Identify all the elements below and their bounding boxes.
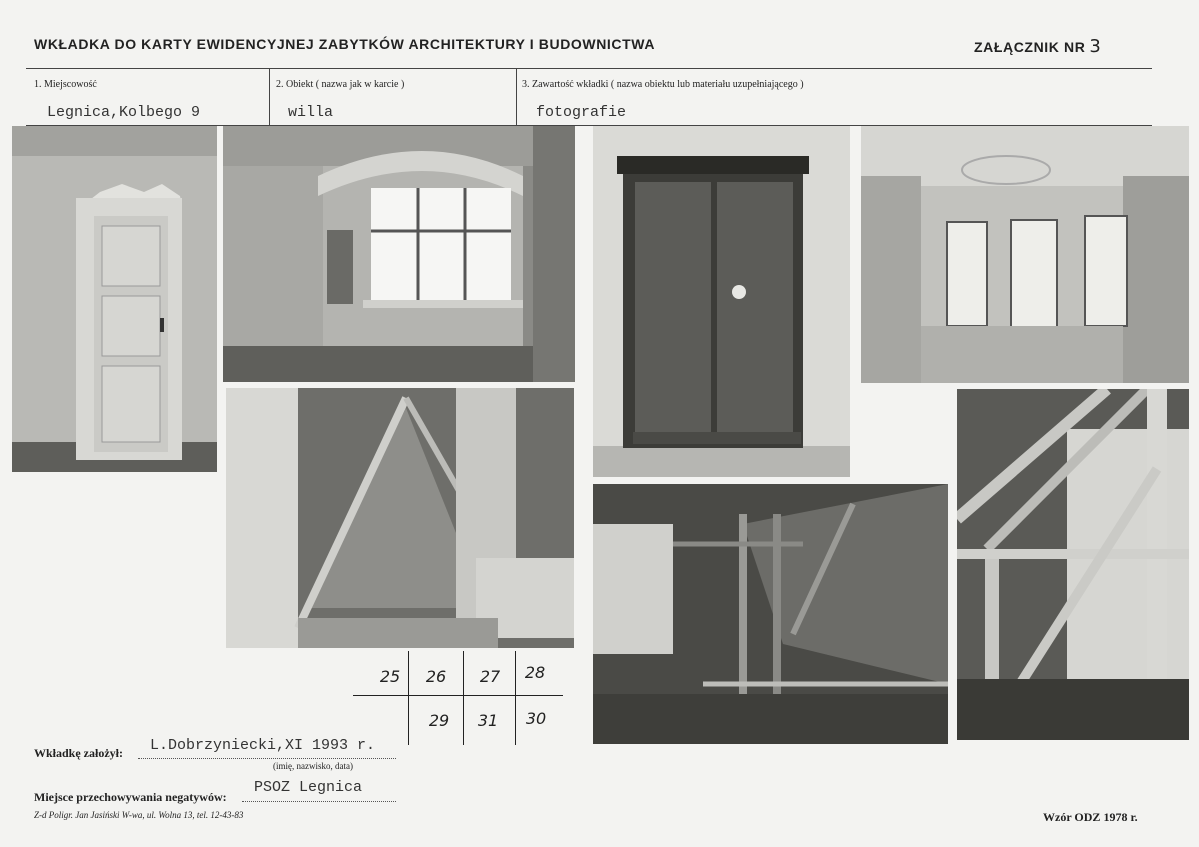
created-by-value: L.Dobrzyniecki,XI 1993 r. [150,737,376,754]
attachment-number: 3 [1089,36,1102,57]
attachment-label [974,36,1101,57]
negatives-value: PSOZ Legnica [254,779,363,796]
page-title: WKŁADKA DO KARTY EWIDENCYJNEJ ZABYTKÓW ARCHITEKTURY I BUDOWNICTWA [34,36,656,52]
photo-number: 26 [425,667,447,686]
photo-bay-window [861,126,1189,383]
photo-attic-gable [226,388,574,648]
field-divider-2 [516,68,517,126]
photo-room-window [223,126,575,382]
photo-door [12,126,217,472]
photo-cabinet [593,126,850,477]
created-by-label: Wkładkę założył: [34,746,123,760]
photo-number-grid [353,651,563,745]
negatives-line [242,801,396,802]
photo-number: 29 [428,711,450,730]
photo-number: 27 [479,667,501,686]
locality-label: 1. Miejscowość [34,79,97,90]
contents-value: fotografie [536,104,627,121]
created-by-hint: (imię, nazwisko, data) [273,761,353,771]
printer-info: Z-d Poligr. Jan Jasiński W-wa, ul. Wolna 13, tel. 12-43-83 [34,810,244,820]
field-divider-1 [269,68,270,126]
form-code: Wzór ODZ 1978 r. [1043,810,1138,824]
object-value: willa [288,104,334,121]
negatives-label: Miejsce przechowywania negatywów: [34,790,227,804]
photo-number: 28 [524,663,546,682]
created-by-line [138,758,396,759]
object-label: 2. Obiekt ( nazwa jak w karcie ) [276,79,405,90]
grid-line-v1 [408,651,409,745]
contents-label: 3. Zawartość wkładki ( nazwa obiektu lub materiału uzupełniającego ) [522,79,804,90]
grid-line-v2 [463,651,464,745]
photo-number: 31 [477,711,499,730]
locality-value: Legnica,Kolbego 9 [47,104,201,121]
grid-line-h [353,695,563,696]
photo-number: 25 [379,667,401,686]
header-rule [26,68,1152,69]
photo-attic-rafters [593,484,948,744]
photo-number: 30 [525,709,547,728]
photo-attic-stairs [957,389,1189,740]
attachment-label-text: ZAŁĄCZNIK NR [974,39,1086,55]
